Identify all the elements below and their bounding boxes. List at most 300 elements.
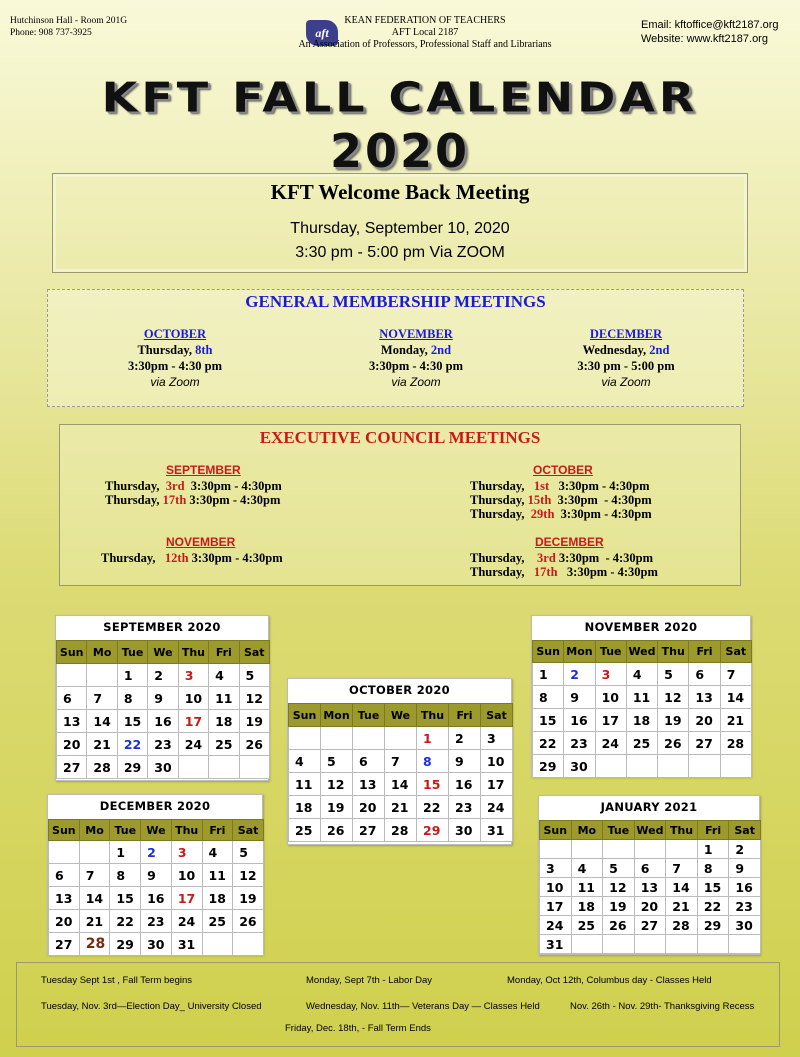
ec-weekday: Thursday, — [105, 493, 163, 507]
calendar-day: 11 — [289, 773, 321, 796]
calendar-empty-cell — [603, 840, 635, 859]
calendar-day: 5 — [239, 664, 269, 687]
calendar-day: 24 — [171, 910, 202, 933]
ec-weekday: Thursday, — [470, 565, 534, 579]
calendar-day: 28 — [720, 732, 751, 755]
calendar-day: 30 — [148, 756, 178, 779]
executive-council-box — [59, 424, 741, 586]
page-title: KFT FALL CALENDAR — [101, 72, 699, 122]
calendar-day: 9 — [148, 687, 178, 710]
weekday-header: Sat — [233, 820, 264, 841]
calendar-day: 15 — [533, 709, 564, 732]
gm-weekday: Thursday, — [137, 343, 193, 357]
gm-day: 2nd — [430, 343, 452, 357]
calendar-day: 8 — [117, 687, 147, 710]
gm-column-december — [536, 326, 716, 390]
calendar-grid — [539, 820, 761, 954]
calendar-day: 25 — [626, 732, 657, 755]
ec-line — [470, 507, 652, 522]
aft-logo: aft — [306, 20, 338, 46]
calendar-november-2020 — [531, 615, 751, 777]
calendar-day: 31 — [481, 819, 513, 842]
calendar-day: 18 — [209, 710, 239, 733]
ec-line — [470, 551, 653, 566]
calendar-day: 30 — [564, 755, 595, 778]
weekday-header: Wed — [634, 821, 666, 840]
calendar-empty-cell — [385, 727, 417, 750]
calendar-day: 23 — [148, 733, 178, 756]
calendar-empty-cell — [239, 756, 269, 779]
calendar-day: 24 — [481, 796, 513, 819]
welcome-meeting-box — [52, 173, 748, 273]
calendar-empty-cell — [321, 727, 353, 750]
calendar-day: 28 — [79, 933, 110, 956]
welcome-title: KFT Welcome Back Meeting — [270, 180, 530, 204]
calendar-empty-cell — [233, 933, 264, 956]
weekday-header: Fri — [202, 820, 233, 841]
gm-via: via Zoom — [391, 375, 441, 389]
calendar-day: 29 — [417, 819, 449, 842]
ec-day: 29th — [530, 507, 555, 521]
calendar-day: 27 — [634, 916, 666, 935]
weekday-header: We — [148, 641, 178, 664]
footer-date-item: Nov. 26th - Nov. 29th- Thanksgiving Recess — [570, 1001, 755, 1012]
calendar-day: 25 — [289, 819, 321, 842]
calendar-empty-cell — [634, 935, 666, 954]
calendar-day: 11 — [209, 687, 239, 710]
calendar-day: 27 — [49, 933, 80, 956]
ec-time: 3:30pm - 4:30pm — [557, 565, 658, 579]
calendar-empty-cell — [79, 841, 110, 864]
calendar-day: 21 — [666, 897, 698, 916]
contact-web-block — [641, 18, 779, 46]
calendar-day: 15 — [417, 773, 449, 796]
calendar-day: 19 — [321, 796, 353, 819]
calendar-day: 10 — [171, 864, 202, 887]
calendar-day: 2 — [729, 840, 761, 859]
calendar-day: 17 — [178, 710, 208, 733]
calendar-day: 24 — [540, 916, 572, 935]
calendar-day: 28 — [87, 756, 117, 779]
calendar-day: 28 — [385, 819, 417, 842]
calendar-day: 22 — [697, 897, 729, 916]
ec-day: 12th — [164, 551, 189, 565]
weekday-header: Sat — [729, 821, 761, 840]
ec-weekday: Thursday, — [470, 493, 528, 507]
calendar-day: 16 — [148, 710, 178, 733]
weekday-header: Thu — [658, 641, 689, 663]
calendar-empty-cell — [289, 727, 321, 750]
calendar-empty-cell — [658, 755, 689, 778]
welcome-time: 3:30 pm - 5:00 pm Via ZOOM — [295, 244, 505, 261]
org-name-block — [280, 15, 570, 51]
ec-month-november: NOVEMBER — [166, 535, 236, 549]
footer-date-item: Friday, Dec. 18th, - Fall Term Ends — [285, 1023, 431, 1034]
calendar-day: 15 — [110, 887, 141, 910]
calendar-day: 8 — [417, 750, 449, 773]
calendar-day: 13 — [689, 686, 720, 709]
weekday-header: Sun — [540, 821, 572, 840]
calendar-day: 21 — [87, 733, 117, 756]
calendar-day: 3 — [171, 841, 202, 864]
calendar-day: 4 — [209, 664, 239, 687]
weekday-header: Sun — [49, 820, 80, 841]
calendar-day: 13 — [634, 878, 666, 897]
calendar-title: DECEMBER 2020 — [99, 799, 211, 813]
calendar-day: 22 — [417, 796, 449, 819]
calendar-title: JANUARY 2021 — [600, 800, 698, 814]
calendar-empty-cell — [626, 755, 657, 778]
gm-time: 3:30 pm - 5:00 pm — [577, 359, 675, 373]
footer-date-item: Tuesday, Nov. 3rd—Election Day_ University Closed — [41, 1001, 262, 1012]
calendar-day: 10 — [178, 687, 208, 710]
general-membership-title: GENERAL MEMBERSHIP MEETINGS — [245, 292, 546, 311]
calendar-day: 26 — [239, 733, 269, 756]
calendar-day: 23 — [449, 796, 481, 819]
calendar-day: 19 — [603, 897, 635, 916]
calendar-day: 8 — [110, 864, 141, 887]
contact-address-block — [10, 15, 127, 39]
calendar-day: 20 — [689, 709, 720, 732]
calendar-day: 3 — [595, 663, 626, 686]
calendar-day: 26 — [321, 819, 353, 842]
gm-month: OCTOBER — [143, 327, 207, 341]
footer-date-item: Tuesday Sept 1st , Fall Term begins — [41, 975, 193, 986]
calendar-day: 18 — [571, 897, 603, 916]
calendar-day: 14 — [79, 887, 110, 910]
calendar-day: 21 — [720, 709, 751, 732]
weekday-header: We — [385, 704, 417, 727]
calendar-day: 5 — [321, 750, 353, 773]
calendar-day: 3 — [178, 664, 208, 687]
calendar-day: 30 — [729, 916, 761, 935]
calendar-grid — [48, 819, 264, 956]
ec-day: 3rd — [165, 479, 185, 493]
ec-day: 17th — [162, 493, 187, 507]
calendar-december-2020 — [47, 794, 263, 955]
calendar-day: 18 — [289, 796, 321, 819]
weekday-header: Tue — [110, 820, 141, 841]
calendar-day: 25 — [209, 733, 239, 756]
weekday-header: Mon — [321, 704, 353, 727]
calendar-empty-cell — [87, 664, 117, 687]
calendar-day: 2 — [148, 664, 178, 687]
calendar-empty-cell — [178, 756, 208, 779]
calendar-day: 31 — [171, 933, 202, 956]
calendar-day: 30 — [449, 819, 481, 842]
calendar-empty-cell — [720, 755, 751, 778]
ec-month-december: DECEMBER — [535, 535, 604, 549]
ec-weekday: Thursday, — [470, 551, 538, 565]
weekday-header: Tue — [117, 641, 147, 664]
calendar-day: 2 — [141, 841, 172, 864]
calendar-day: 29 — [697, 916, 729, 935]
calendar-day: 10 — [481, 750, 513, 773]
calendar-day: 28 — [666, 916, 698, 935]
welcome-date: Thursday, September 10, 2020 — [290, 220, 510, 237]
calendar-day: 17 — [171, 887, 202, 910]
ec-time: 3:30pm - 4:30pm — [555, 551, 654, 565]
calendar-day: 3 — [540, 859, 572, 878]
calendar-empty-cell — [540, 840, 572, 859]
calendar-day: 12 — [233, 864, 264, 887]
calendar-day: 22 — [117, 733, 147, 756]
calendar-day: 9 — [564, 686, 595, 709]
calendar-day: 6 — [634, 859, 666, 878]
calendar-title: SEPTEMBER 2020 — [103, 620, 221, 634]
calendar-day: 7 — [87, 687, 117, 710]
ec-line — [470, 565, 658, 580]
gm-via: via Zoom — [601, 375, 651, 389]
footer-date-item: Wednesday, Nov. 11th— Veterans Day — Classes Held — [306, 1001, 540, 1012]
ec-weekday: Thursday, — [470, 507, 531, 521]
calendar-day: 17 — [481, 773, 513, 796]
org-local: AFT Local 2187 — [391, 27, 459, 38]
calendar-day: 19 — [239, 710, 269, 733]
calendar-empty-cell — [209, 756, 239, 779]
calendar-day: 5 — [603, 859, 635, 878]
calendar-title: NOVEMBER 2020 — [584, 620, 698, 634]
calendar-empty-cell — [697, 935, 729, 954]
office-phone: Phone: 908 737-3925 — [10, 28, 92, 38]
calendar-day: 7 — [720, 663, 751, 686]
calendar-empty-cell — [49, 841, 80, 864]
calendar-day: 23 — [564, 732, 595, 755]
calendar-day: 18 — [626, 709, 657, 732]
calendar-empty-cell — [666, 840, 698, 859]
calendar-day: 6 — [353, 750, 385, 773]
calendar-day: 6 — [49, 864, 80, 887]
calendar-day: 15 — [697, 878, 729, 897]
calendar-day: 10 — [540, 878, 572, 897]
weekday-header: Fri — [209, 641, 239, 664]
page-year: 2020 — [329, 124, 471, 178]
calendar-day: 2 — [449, 727, 481, 750]
calendar-day: 12 — [603, 878, 635, 897]
gm-day: 8th — [195, 343, 213, 357]
calendar-day: 11 — [571, 878, 603, 897]
calendar-day: 17 — [540, 897, 572, 916]
weekday-header: Mo — [79, 820, 110, 841]
weekday-header: Tue — [595, 641, 626, 663]
calendar-empty-cell — [729, 935, 761, 954]
calendar-day: 1 — [697, 840, 729, 859]
key-dates-footer — [16, 962, 780, 1047]
weekday-header: Mon — [564, 641, 595, 663]
calendar-day: 10 — [595, 686, 626, 709]
calendar-day: 16 — [729, 878, 761, 897]
calendar-day: 4 — [571, 859, 603, 878]
ec-time: 3:30pm - 4:30pm — [188, 551, 283, 565]
org-name: KEAN FEDERATION OF TEACHERS — [344, 15, 506, 26]
ec-time: 3:30pm - 4:30pm — [554, 507, 652, 521]
calendar-day: 26 — [603, 916, 635, 935]
ec-time: 3:30pm - 4:30pm — [549, 479, 650, 493]
calendar-day: 27 — [57, 756, 87, 779]
ec-day: 17th — [533, 565, 558, 579]
ec-month-september: SEPTEMBER — [166, 463, 241, 477]
ec-time: 3:30pm - 4:30pm — [551, 493, 652, 507]
ec-weekday: Thursday, — [101, 551, 165, 565]
ec-line — [470, 493, 652, 508]
calendar-day: 14 — [666, 878, 698, 897]
calendar-empty-cell — [666, 935, 698, 954]
calendar-day: 23 — [141, 910, 172, 933]
calendar-title: OCTOBER 2020 — [349, 683, 450, 697]
calendar-day: 20 — [49, 910, 80, 933]
calendar-day: 23 — [729, 897, 761, 916]
weekday-header: Wed — [626, 641, 657, 663]
calendar-day: 5 — [233, 841, 264, 864]
general-membership-box — [47, 289, 744, 407]
calendar-empty-cell — [634, 840, 666, 859]
calendar-day: 1 — [417, 727, 449, 750]
calendar-day: 29 — [533, 755, 564, 778]
calendar-empty-cell — [603, 935, 635, 954]
weekday-header: Tue — [353, 704, 385, 727]
weekday-header: Sun — [289, 704, 321, 727]
calendar-day: 5 — [658, 663, 689, 686]
calendar-day: 22 — [533, 732, 564, 755]
calendar-day: 7 — [385, 750, 417, 773]
calendar-empty-cell — [689, 755, 720, 778]
gm-column-november — [326, 326, 506, 390]
ec-day: 1st — [533, 479, 550, 493]
gm-day: 2nd — [649, 343, 670, 357]
calendar-day: 3 — [481, 727, 513, 750]
calendar-day: 14 — [385, 773, 417, 796]
calendar-day: 27 — [689, 732, 720, 755]
calendar-empty-cell — [595, 755, 626, 778]
ec-line — [470, 479, 650, 494]
email-text: Email: kftoffice@kft2187.org — [641, 19, 779, 31]
calendar-day: 26 — [233, 910, 264, 933]
calendar-day: 12 — [658, 686, 689, 709]
calendar-day: 24 — [595, 732, 626, 755]
calendar-day: 13 — [49, 887, 80, 910]
weekday-header: Thu — [178, 641, 208, 664]
calendar-day: 30 — [141, 933, 172, 956]
ec-line — [105, 479, 282, 494]
calendar-day: 16 — [141, 887, 172, 910]
ec-weekday: Thursday, — [470, 479, 534, 493]
calendar-day: 22 — [110, 910, 141, 933]
calendar-day: 31 — [540, 935, 572, 954]
calendar-day: 26 — [658, 732, 689, 755]
calendar-day: 11 — [202, 864, 233, 887]
calendar-day: 11 — [626, 686, 657, 709]
weekday-header: Sat — [481, 704, 513, 727]
weekday-header: We — [141, 820, 172, 841]
gm-time: 3:30pm - 4:30 pm — [127, 359, 223, 373]
calendar-day: 21 — [385, 796, 417, 819]
calendar-day: 13 — [57, 710, 87, 733]
calendar-day: 8 — [533, 686, 564, 709]
weekday-header: Sun — [57, 641, 87, 664]
calendar-day: 6 — [689, 663, 720, 686]
calendar-day: 7 — [79, 864, 110, 887]
calendar-empty-cell — [202, 933, 233, 956]
ec-time: 3:30pm - 4:30pm — [186, 493, 281, 507]
calendar-day: 15 — [117, 710, 147, 733]
weekday-header: Thu — [666, 821, 698, 840]
gm-time: 3:30pm - 4:30 pm — [368, 359, 464, 373]
calendar-day: 12 — [239, 687, 269, 710]
calendar-october-2020 — [287, 678, 512, 845]
calendar-day: 25 — [202, 910, 233, 933]
weekday-header: Sat — [239, 641, 269, 664]
ec-day: 15th — [527, 493, 552, 507]
weekday-header: Fri — [449, 704, 481, 727]
calendar-empty-cell — [571, 935, 603, 954]
calendar-day: 27 — [353, 819, 385, 842]
calendar-day: 9 — [141, 864, 172, 887]
calendar-day: 1 — [110, 841, 141, 864]
calendar-empty-cell — [353, 727, 385, 750]
calendar-empty-cell — [57, 664, 87, 687]
calendar-january-2021 — [538, 795, 760, 955]
website-text: Website: www.kft2187.org — [641, 33, 768, 45]
calendar-grid — [532, 640, 752, 778]
calendar-day: 4 — [289, 750, 321, 773]
weekday-header: Fri — [697, 821, 729, 840]
ec-weekday: Thursday, — [105, 479, 166, 493]
weekday-header: Sat — [720, 641, 751, 663]
weekday-header: Mo — [571, 821, 603, 840]
weekday-header: Thu — [417, 704, 449, 727]
office-location: Hutchinson Hall - Room 201G — [10, 16, 128, 26]
ec-line — [105, 493, 280, 508]
calendar-day: 9 — [729, 859, 761, 878]
calendar-day: 25 — [571, 916, 603, 935]
calendar-day: 19 — [233, 887, 264, 910]
calendar-day: 4 — [626, 663, 657, 686]
org-tagline: An Association of Professors, Professional Staff and Librarians — [298, 39, 552, 50]
calendar-day: 1 — [117, 664, 147, 687]
calendar-day: 2 — [564, 663, 595, 686]
gm-month: DECEMBER — [589, 327, 663, 341]
calendar-day: 1 — [533, 663, 564, 686]
gm-weekday: Wednesday, — [582, 343, 647, 357]
ec-month-october: OCTOBER — [533, 463, 593, 477]
calendar-day: 20 — [353, 796, 385, 819]
calendar-day: 16 — [449, 773, 481, 796]
calendar-day: 19 — [658, 709, 689, 732]
calendar-day: 12 — [321, 773, 353, 796]
weekday-header: Tue — [603, 821, 635, 840]
calendar-empty-cell — [571, 840, 603, 859]
ec-time: 3:30pm - 4:30pm — [184, 479, 282, 493]
calendar-september-2020 — [55, 615, 269, 781]
calendar-grid — [56, 640, 270, 779]
weekday-header: Mo — [87, 641, 117, 664]
gm-weekday: Monday, — [380, 343, 428, 357]
weekday-header: Thu — [171, 820, 202, 841]
calendar-grid — [288, 703, 513, 842]
executive-council-title: EXECUTIVE COUNCIL MEETINGS — [259, 428, 541, 447]
gm-month: NOVEMBER — [379, 327, 453, 341]
calendar-day: 7 — [666, 859, 698, 878]
gm-column-october — [85, 326, 265, 390]
calendar-day: 20 — [634, 897, 666, 916]
calendar-day: 14 — [720, 686, 751, 709]
footer-date-item: Monday, Oct 12th, Columbus day - Classes Held — [507, 975, 712, 986]
calendar-day: 24 — [178, 733, 208, 756]
calendar-day: 4 — [202, 841, 233, 864]
calendar-day: 16 — [564, 709, 595, 732]
calendar-day: 29 — [110, 933, 141, 956]
calendar-day: 18 — [202, 887, 233, 910]
